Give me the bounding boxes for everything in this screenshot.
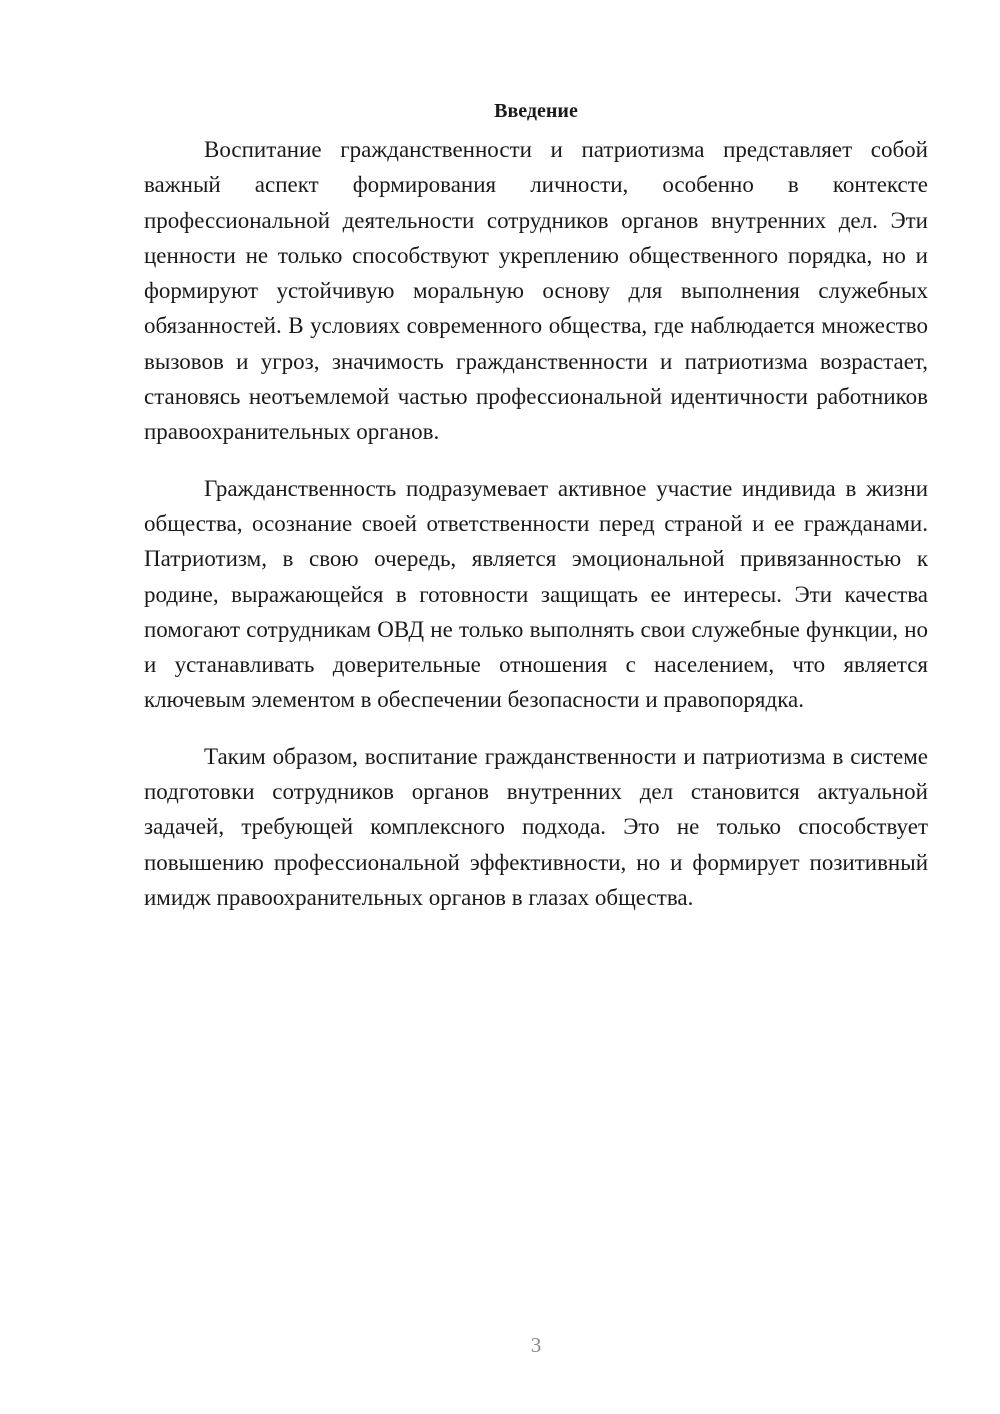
page-number: 3 xyxy=(530,1333,542,1357)
page-content xyxy=(144,97,928,915)
section-heading: Введение xyxy=(494,100,578,122)
paragraph-1: Воспитание гражданственности и патриотизма представляет собой важный аспект формирования личности, особенно в контексте профессиональной деятельности сотрудников органов внутренних дел. Эти ценности не только способствуют укреплению общественного порядка, но и формируют устойчивую моральную основу для выполнения служебных обязанностей. В условиях современного общества, где наблюдается множество вызовов и угроз, значимость гражданственности и патриотизма возрастает, становясь неотъемлемой частью профессиональной идентичности работников правоохранительных органов. xyxy=(144,137,928,445)
paragraph-3: Таким образом, воспитание гражданственности и патриотизма в системе подготовки сотрудников органов внутренних дел становится актуальной задачей, требующей комплексного подхода. Это не только способствует повышению профессиональной эффективности, но и формирует позитивный имидж правоохранительных органов в глазах общества. xyxy=(144,743,928,910)
paragraph-2: Гражданственность подразумевает активное участие индивида в жизни общества, осознание своей ответственности перед страной и ее гражданами. Патриотизм, в свою очередь, является эмоциональной привязанностью к родине, выражающейся в готовности защищать ее интересы. Эти качества помогают сотрудникам ОВД не только выполнять свои служебные функции, но и устанавливать доверительные отношения с населением, что является ключевым элементом в обеспечении безопасности и правопорядка. xyxy=(144,475,928,713)
